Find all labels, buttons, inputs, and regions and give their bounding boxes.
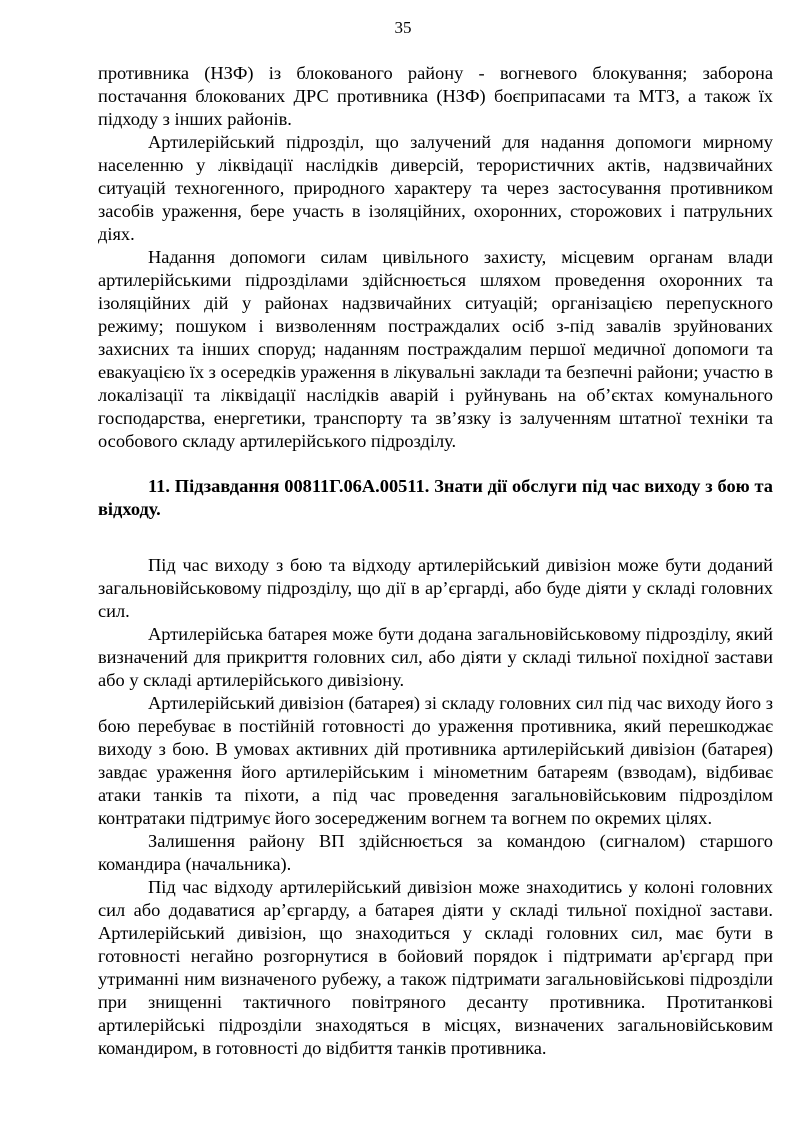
paragraph: Надання допомоги силам цивільного захисту, місцевим органам влади артилерійськими підрозділами здійснюється шляхом проведення охоронних та ізоляційних дій у районах надзвичайних ситуацій; організацією перепускного режиму; пошуком і визволенням постраждалих осіб з-під завалів зруйнованих захисних та інших споруд; наданням постраждалим першої медичної допомоги та евакуацією їх з осередків ураження в лікувальні заклади та безпечні райони; участю в локалізації та ліквідації наслідків аварій і руйнувань на об’єктах комунального господарства, енергетики, транспорту та зв’язку із залученням штатної техніки та особового складу артилерійського підрозділу. <box>98 247 773 451</box>
paragraph: Артилерійська батарея може бути додана загальновійськовому підрозділу, який визначений для прикриття головних сил, або діяти у складі тильної похідної застави або у складі артилерійського дивізіону. <box>98 624 773 690</box>
paragraph: Під час відходу артилерійський дивізіон може знаходитись у колоні головних сил або додаватися ар’єргарду, а батарея діяти у складі тильної похідної застави. Артилерійський дивізіон, що знаходиться у складі головних сил, має бути в готовності негайно розгорнутися в бойовий порядок і підтримати ар'єргард при утриманні ним визначеного рубежу, а також підтримати загальновійськові підрозділи при знищенні тактичного повітряного десанту противника. Протитанкові артилерійські підрозділи знаходяться в місцях, визначених загальновійськовим командиром, в готовності до відбиття танків противника. <box>98 877 773 1058</box>
section-heading: 11. Підзавдання 00811Г.06А.00511. Знати дії обслуги під час виходу з бою та відходу. <box>98 476 773 519</box>
paragraph: противника (НЗФ) із блокованого району - вогневого блокування; заборона постачання блокованих ДРС противника (НЗФ) боєприпасами та МТЗ, а також їх підходу з інших районів. <box>98 63 773 129</box>
paragraph: Залишення району ВП здійснюється за командою (сигналом) старшого командира (начальника). <box>98 831 773 874</box>
body-text <box>98 62 773 1060</box>
page-number: 35 <box>394 18 412 37</box>
paragraph: Під час виходу з бою та відходу артилерійський дивізіон може бути доданий загальновійськовому підрозділу, що дії в ар’єргарді, або буде діяти у складі головних сил. <box>98 555 773 621</box>
paragraph: Артилерійський дивізіон (батарея) зі складу головних сил під час виходу його з бою перебуває в постійній готовності до ураження противника, який перешкоджає виходу з бою. В умовах активних дій противника артилерійський дивізіон (батарея) завдає ураження його артилерійським і мінометним батареям (взводам), відбиває атаки танків та піхоти, а під час проведення загальновійськовим підрозділом контратаки підтримує його зосередженим вогнем та вогнем по окремих цілях. <box>98 693 773 828</box>
paragraph: Артилерійський підрозділ, що залучений для надання допомоги мирному населенню у ліквідації наслідків диверсій, терористичних актів, надзвичайних ситуацій техногенного, природного характеру та через застосування противником засобів ураження, бере участь в ізоляційних, охоронних, сторожових і патрульних діях. <box>98 132 773 244</box>
